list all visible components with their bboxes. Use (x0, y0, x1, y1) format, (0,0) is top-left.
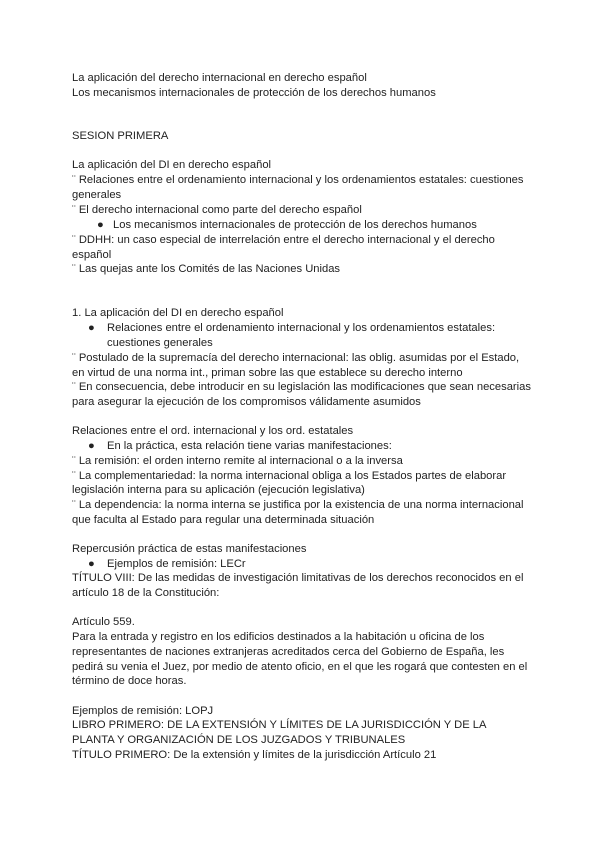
lopj-line: LIBRO PRIMERO: DE LA EXTENSIÓN Y LÍMITES DE LA JURISDICCIÓN Y DE LA (72, 719, 487, 731)
bullet-text: cuestiones generales (107, 337, 213, 349)
article-line: pedirá su venia el Juez, por medio de atento oficio, en el que les rogará que contesten en el (72, 661, 528, 673)
doc-subtitle: Los mecanismos internacionales de protección de los derechos humanos (72, 87, 436, 99)
bullet-text: En la práctica, esta relación tiene varias manifestaciones: (107, 440, 392, 452)
paragraph-line: ¨ La remisión: el orden interno remite al internacional o a la inversa (72, 455, 403, 467)
paragraph-line: que faculta al Estado para regular una determinada situación (72, 514, 375, 526)
index-line: Los mecanismos internacionales de protección de los derechos humanos (113, 219, 477, 231)
index-line: ¨ Relaciones entre el ordenamiento internacional y los ordenamientos estatales: cuestiones (72, 174, 524, 186)
bullet-icon: ● (88, 558, 95, 570)
section-heading: Repercusión práctica de estas manifestaciones (72, 543, 307, 555)
paragraph-line: ¨ La complementariedad: la norma internacional obliga a los Estados partes de elaborar (72, 470, 507, 482)
section-heading: 1. La aplicación del DI en derecho español (72, 307, 284, 319)
paragraph-line: ¨ Postulado de la supremacía del derecho internacional: las oblig. asumidas por el Estado, (72, 352, 520, 364)
index-line: ¨ El derecho internacional como parte del derecho español (72, 204, 362, 216)
section-heading: Relaciones entre el ord. internacional y los ord. estatales (72, 425, 354, 437)
index-line: español (72, 249, 112, 261)
paragraph-line: ¨ En consecuencia, debe introducir en su legislación las modificaciones que sean necesarias (72, 381, 531, 393)
article-title: Artículo 559. (72, 616, 135, 628)
lopj-line: TÍTULO PRIMERO: De la extensión y límites de la jurisdicción Artículo 21 (72, 749, 437, 761)
bullet-text: Ejemplos de remisión: LECr (107, 558, 246, 570)
index-line: generales (72, 189, 122, 201)
lopj-heading: Ejemplos de remisión: LOPJ (72, 705, 214, 717)
bullet-icon: ● (88, 322, 95, 334)
article-line: término de doce horas. (72, 675, 187, 687)
paragraph-line: para asegurar la ejecución de los compromisos válidamente asumidos (72, 396, 421, 408)
index-line: ¨ Las quejas ante los Comités de las Naciones Unidas (72, 263, 341, 275)
bullet-icon: ● (88, 440, 95, 452)
index-heading: La aplicación del DI en derecho español (72, 159, 272, 171)
session-title: SESION PRIMERA (72, 130, 169, 142)
paragraph-line: ¨ La dependencia: la norma interna se justifica por la existencia de una norma internacional (72, 499, 524, 511)
paragraph-line: TÍTULO VIII: De las medidas de investigación limitativas de los derechos reconocidos en el (72, 572, 524, 584)
article-line: representantes de naciones extranjeras acreditados cerca del Gobierno de España, les (72, 646, 505, 658)
doc-title: La aplicación del derecho internacional en derecho español (72, 72, 367, 84)
paragraph-line: en virtud de una norma int., priman sobre las que establece su derecho interno (72, 367, 463, 379)
index-line: ¨ DDHH: un caso especial de interrelación entre el derecho internacional y el derecho (72, 234, 495, 246)
lopj-line: PLANTA Y ORGANIZACIÓN DE LOS JUZGADOS Y TRIBUNALES (72, 734, 406, 746)
article-line: Para la entrada y registro en los edificios destinados a la habitación u oficina de los (72, 631, 485, 643)
bullet-icon: ● (97, 219, 104, 231)
bullet-text: Relaciones entre el ordenamiento internacional y los ordenamientos estatales: (107, 322, 496, 334)
paragraph-line: artículo 18 de la Constitución: (72, 587, 220, 599)
paragraph-line: legislación interna para su aplicación (ejecución legislativa) (72, 484, 365, 496)
